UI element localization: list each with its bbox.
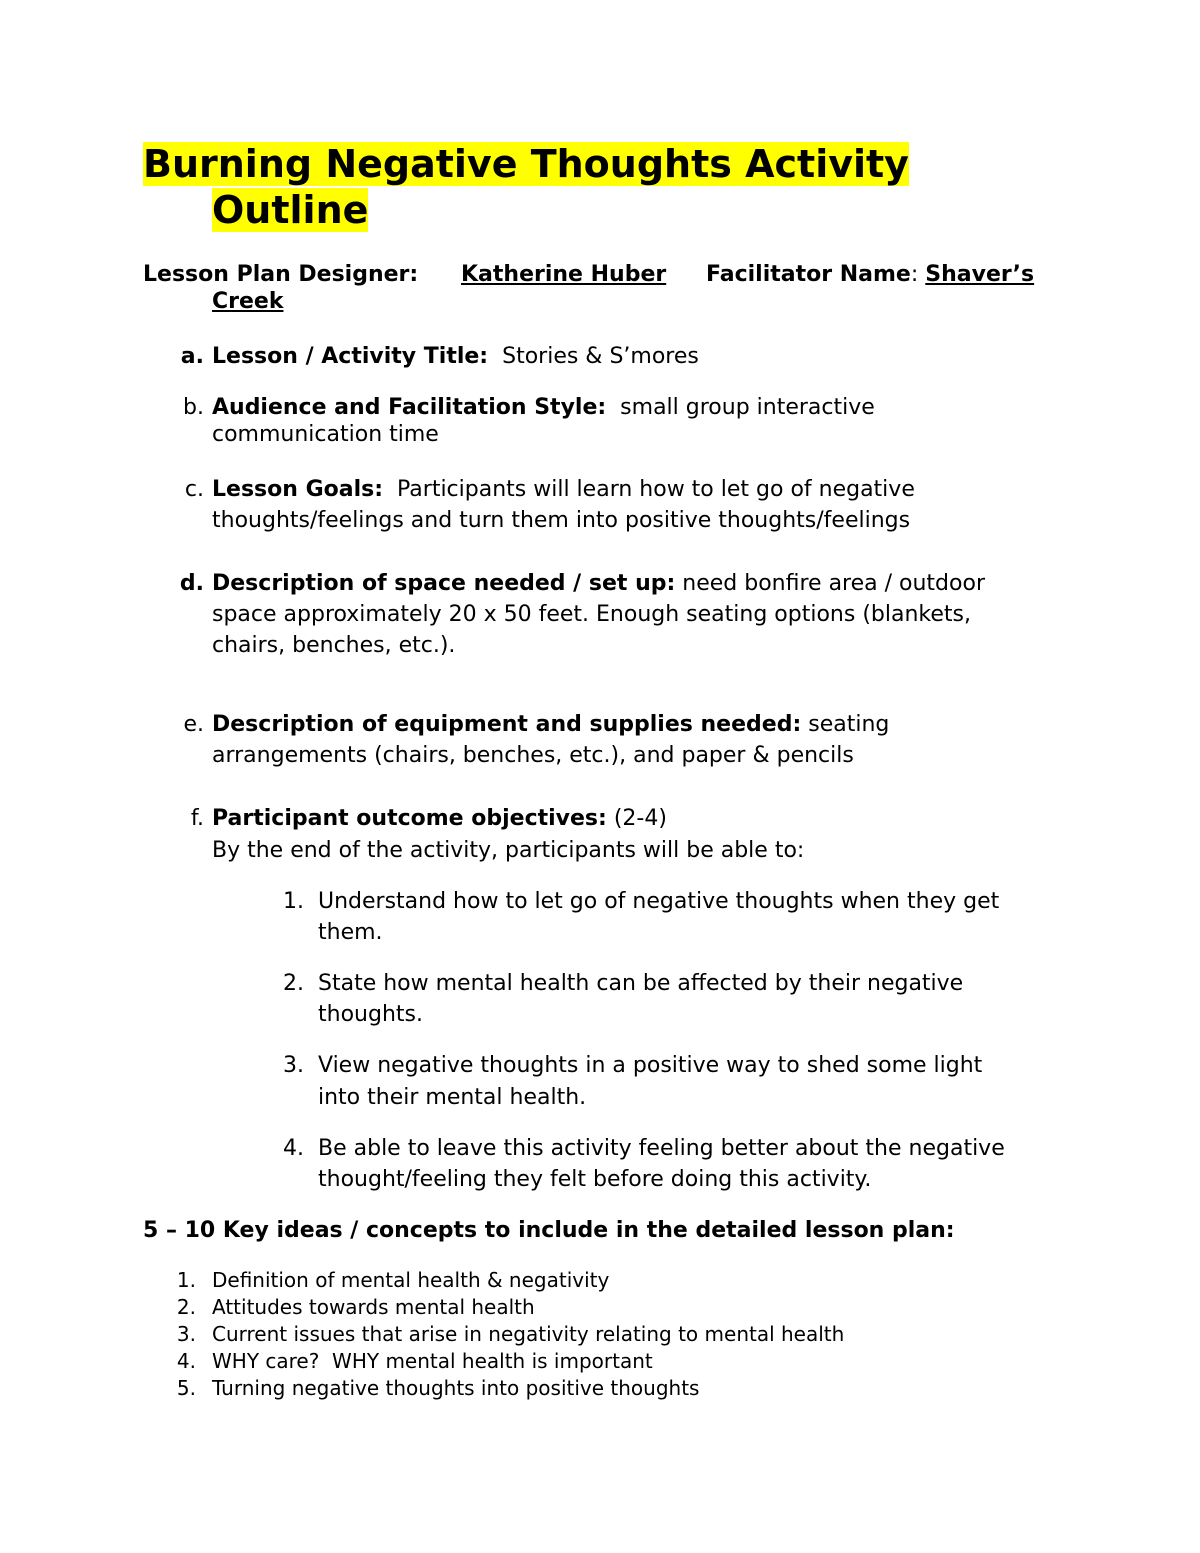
item-e-marker: e. [183,712,204,737]
objective-2-line-1: State how mental health can be affected by their negative [318,971,964,996]
facilitator-field [706,261,1034,288]
item-c-marker: c. [184,477,204,502]
facilitator-colon: : [910,262,926,287]
objective-2-line-2: thoughts. [318,1002,423,1027]
item-f-value: (2-4) [613,806,667,831]
page-title-line-2: Outline [212,188,369,232]
key-idea-1: Definition of mental health & negativity [212,1268,610,1292]
item-e-label: Description of equipment and supplies needed: [212,712,802,737]
item-c [212,476,915,503]
item-b [212,394,875,421]
item-b-value: small group interactive [620,395,875,420]
key-idea-2-number: 2. [176,1295,196,1319]
item-a-label: Lesson / Activity Title: [212,344,489,369]
item-a-marker: a. [180,344,204,369]
item-f-label: Participant outcome objectives: [212,806,607,831]
item-a-value: Stories & S’mores [502,344,699,369]
key-idea-2: Attitudes towards mental health [212,1295,535,1319]
key-idea-5-number: 5. [176,1376,196,1400]
objective-4-line-1: Be able to leave this activity feeling better about the negative [318,1136,1005,1161]
item-b-label: Audience and Facilitation Style: [212,395,607,420]
item-e-value-line-2: arrangements (chairs, benches, etc.), and paper & pencils [212,743,854,768]
key-idea-3-number: 3. [176,1322,196,1346]
objective-1-line-1: Understand how to let go of negative thoughts when they get [318,889,1000,914]
item-d-label: Description of space needed / set up: [212,571,676,596]
key-idea-5: Turning negative thoughts into positive thoughts [212,1376,700,1400]
item-f-marker: f. [190,806,204,831]
item-f [212,805,667,832]
facilitator-name: Shaver’s [925,262,1035,287]
objective-1-number: 1. [283,889,304,914]
objective-4-line-2: thought/feeling they felt before doing this activity. [318,1167,872,1192]
key-idea-4-number: 4. [176,1349,196,1373]
objective-3-line-2: into their mental health. [318,1085,587,1110]
item-c-value-line-2: thoughts/feelings and turn them into positive thoughts/feelings [212,508,911,533]
item-c-label: Lesson Goals: [212,477,384,502]
item-e [212,711,889,738]
item-d-value-line-3: chairs, benches, etc.). [212,633,456,658]
objective-3-line-1: View negative thoughts in a positive way to shed some light [318,1053,983,1078]
key-ideas-heading: 5 – 10 Key ideas / concepts to include in the detailed lesson plan: [143,1218,955,1243]
key-idea-3: Current issues that arise in negativity relating to mental health [212,1322,845,1346]
objective-3-number: 3. [283,1053,304,1078]
item-d-value-line-2: space approximately 20 x 50 feet. Enough seating options (blankets, [212,602,971,627]
page-title-line-1: Burning Negative Thoughts Activity [143,142,909,186]
designer-name: Katherine Huber [461,262,667,287]
item-e-value: seating [808,712,890,737]
item-d [212,570,985,597]
item-b-value-line-2: communication time [212,422,439,447]
item-d-value: need bonfire area / outdoor [682,571,985,596]
key-idea-4: WHY care? WHY mental health is important [212,1349,653,1373]
key-idea-1-number: 1. [176,1268,196,1292]
objective-2-number: 2. [283,971,304,996]
objective-1-line-2: them. [318,920,383,945]
item-d-marker: d. [179,571,204,596]
item-a [212,343,699,370]
facilitator-name-continued: Creek [212,289,284,314]
facilitator-label: Facilitator Name [706,262,911,287]
item-b-marker: b. [183,395,204,420]
item-c-value: Participants will learn how to let go of negative [397,477,915,502]
designer-label: Lesson Plan Designer: [143,262,419,287]
objective-4-number: 4. [283,1136,304,1161]
item-f-intro: By the end of the activity, participants will be able to: [212,838,805,863]
